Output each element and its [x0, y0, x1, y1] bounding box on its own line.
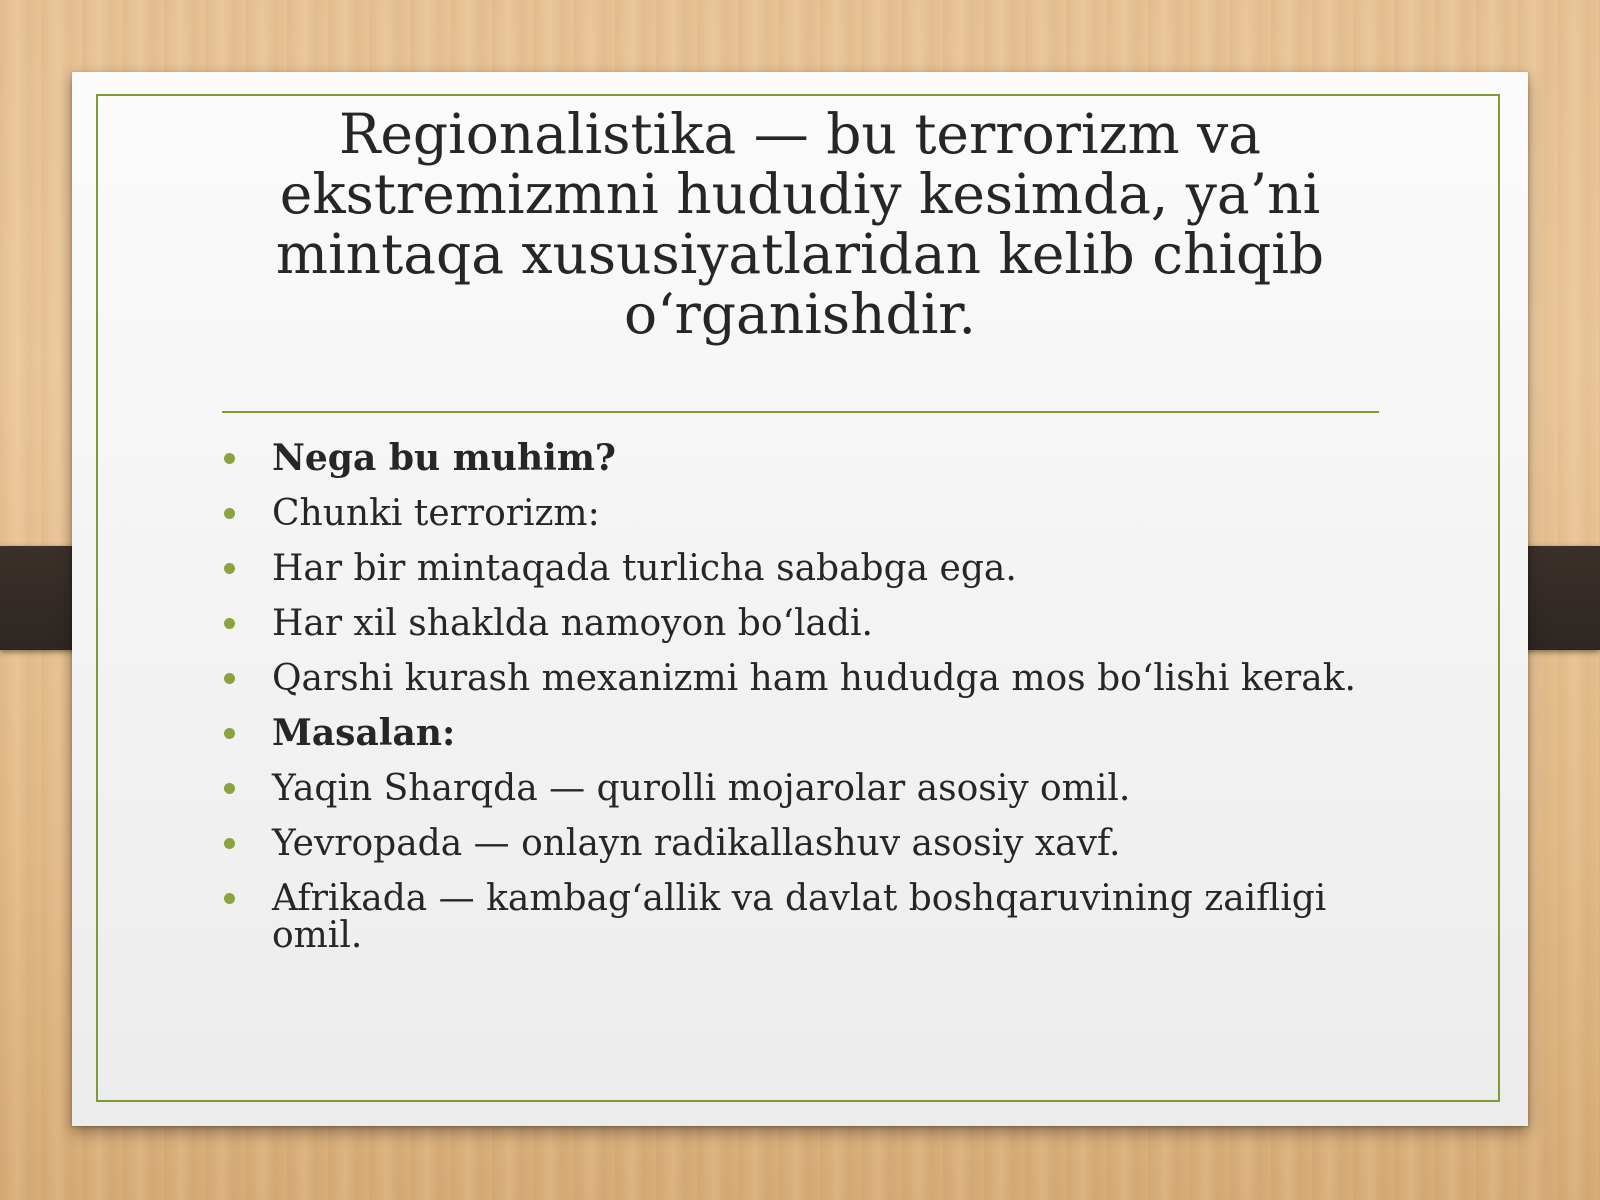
bullet-text: Afrikada — kambag‘allik va davlat boshqaruvining zaifligi omil.	[272, 878, 1327, 956]
bullet-text: Masalan:	[272, 712, 456, 754]
bullet-item	[222, 770, 1382, 807]
bullet-list	[222, 437, 1382, 972]
bullet-text: Yevropada — onlayn radikallashuv asosiy xavf.	[272, 823, 1121, 864]
bullet-icon	[224, 618, 235, 629]
bullet-text: Qarshi kurash mexanizmi ham hududga mos bo‘lishi kerak.	[272, 658, 1356, 699]
bullet-text: Nega bu muhim?	[272, 437, 617, 479]
bullet-icon	[224, 453, 235, 464]
bullet-icon	[224, 893, 235, 904]
bullet-text: Har xil shaklda namoyon bo‘ladi.	[272, 603, 873, 644]
bullet-item	[222, 437, 1382, 479]
bullet-item	[222, 712, 1382, 754]
bullet-text: Har bir mintaqada turlicha sababga ega.	[272, 548, 1017, 589]
title-divider	[222, 411, 1379, 413]
bullet-item	[222, 495, 1382, 532]
bullet-text: Yaqin Sharqda — qurolli mojarolar asosiy omil.	[272, 768, 1131, 809]
bullet-item	[222, 825, 1382, 862]
bullet-icon	[224, 563, 235, 574]
bullet-icon	[224, 508, 235, 519]
slide-title: Regionalistika — bu terrorizm va ekstremizmni hududiy kesimda, ya’ni mintaqa xususiyatlaridan kelib chiqib o‘rganishdir.	[275, 102, 1325, 346]
bullet-icon	[224, 838, 235, 849]
bullet-item	[222, 660, 1382, 697]
bullet-icon	[224, 728, 235, 739]
bullet-item	[222, 605, 1382, 642]
bullet-item	[222, 880, 1382, 954]
bullet-text: Chunki terrorizm:	[272, 493, 600, 534]
bullet-icon	[224, 673, 235, 684]
bullet-icon	[224, 783, 235, 794]
bullet-item	[222, 550, 1382, 587]
